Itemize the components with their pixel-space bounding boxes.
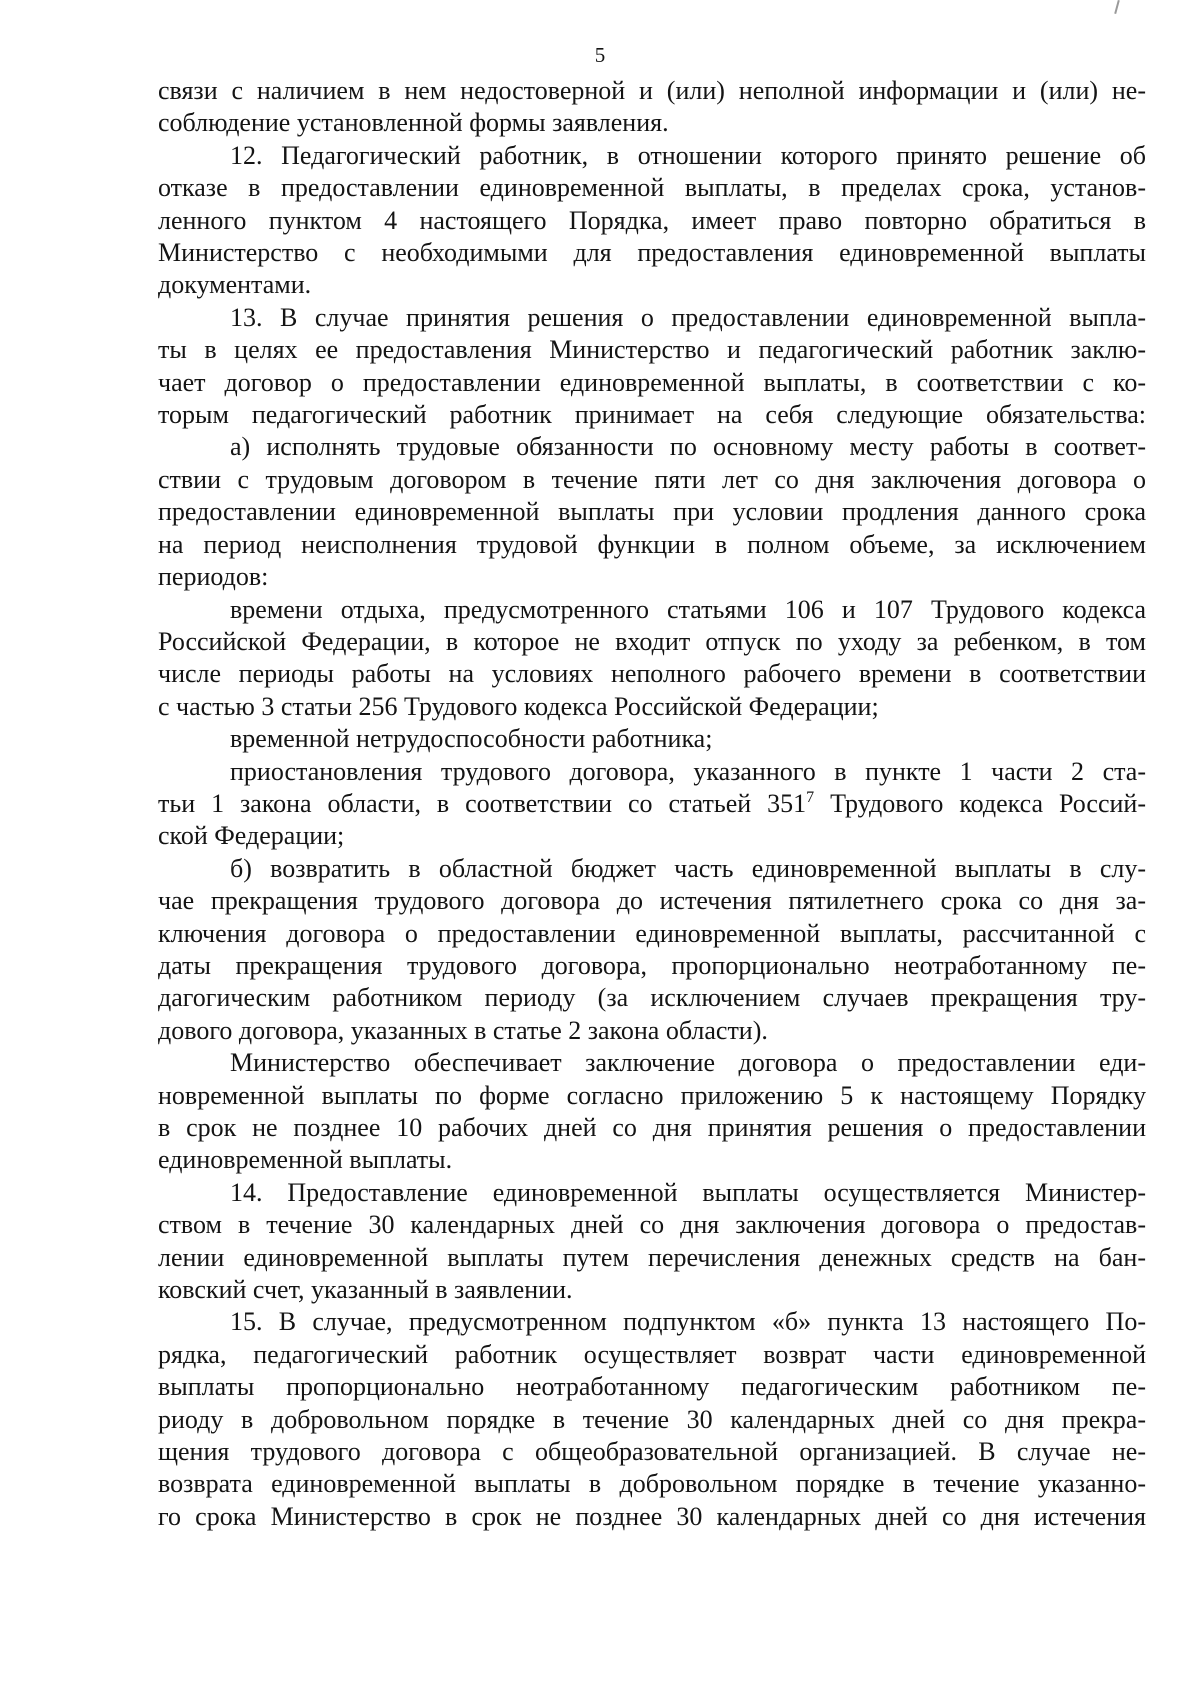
text-line	[158, 788, 1146, 820]
text-line	[158, 1404, 1146, 1436]
text-line-content: даты прекращения трудового договора, пропорционально неотработанному пе-	[158, 950, 1146, 980]
text-line-content: связи с наличием в нем недостоверной и (или) неполной информации и (или) не-	[158, 76, 1146, 105]
text-line-content: рядка, педагогический работник осуществляет возврат части единовременной	[158, 1339, 1146, 1369]
superscript-marker: 7	[806, 788, 815, 806]
scan-artifact-mark	[1114, 0, 1120, 14]
text-line	[158, 302, 1146, 334]
text-line-content: ты в целях ее предоставления Министерство и педагогический работник заклю-	[158, 335, 1146, 365]
text-line-content: ской Федерации;	[158, 821, 345, 851]
text-line	[158, 399, 1146, 431]
text-line	[158, 723, 1146, 755]
text-line-content: а) исполнять трудовые обязанности по основному месту работы в соответ-	[230, 432, 1146, 462]
text-line	[158, 140, 1146, 172]
text-line	[158, 885, 1146, 917]
text-line-content: выплаты пропорционально неотработанному педагогическим работником пе-	[158, 1372, 1146, 1402]
text-line-content: ством в течение 30 календарных дней со дня заключения договора о предостав-	[158, 1210, 1146, 1240]
text-line	[158, 1468, 1146, 1500]
text-line-content: числе периоды работы на условиях неполного рабочего времени в соответствии	[158, 659, 1146, 689]
text-line	[158, 107, 1146, 139]
text-line-content: Российской Федерации, в которое не входит отпуск по уходу за ребенком, в том	[158, 626, 1146, 656]
text-line-content: чает договор о предоставлении единовременной выплаты, в соответствии с ко-	[158, 367, 1146, 397]
text-line-content: документами.	[158, 270, 312, 300]
text-line-content: 15. В случае, предусмотренном подпунктом «б» пункта 13 настоящего По-	[230, 1307, 1146, 1337]
text-line	[158, 594, 1146, 626]
text-line-content: предоставлении единовременной выплаты при условии продления данного срока	[158, 497, 1146, 527]
text-line-content: риоду в добровольном порядке в течение 30 календарных дней со дня прекра-	[158, 1404, 1146, 1434]
text-line-content: возврата единовременной выплаты в добровольном порядке в течение указанно-	[158, 1469, 1146, 1499]
text-line	[158, 1306, 1146, 1338]
text-line	[158, 1047, 1146, 1079]
text-line	[158, 691, 1146, 723]
text-line-content: чае прекращения трудового договора до истечения пятилетнего срока со дня за-	[158, 886, 1146, 916]
text-line-content: ленного пунктом 4 настоящего Порядка, имеет право повторно обратиться в	[158, 205, 1146, 235]
text-line-content: единовременной выплаты.	[158, 1145, 453, 1175]
text-line	[158, 75, 1146, 107]
text-line-content: тьи 1 закона области, в соответствии со статьей 351	[158, 788, 807, 818]
text-line	[158, 950, 1146, 982]
text-line-content: приостановления трудового договора, указанного в пункте 1 части 2 ста-	[230, 756, 1146, 786]
text-line	[158, 1339, 1146, 1371]
text-line-content: го срока Министерство в срок не позднее 30 календарных дней со дня истечения	[158, 1501, 1146, 1531]
text-line-content: лении единовременной выплаты путем перечисления денежных средств на бан-	[158, 1242, 1146, 1272]
text-line	[158, 1177, 1146, 1209]
text-line-content: соблюдение установленной формы заявления.	[158, 108, 669, 138]
text-line-content: временной нетрудоспособности работника;	[230, 724, 713, 754]
text-line-content: Министерство обеспечивает заключение договора о предоставлении еди-	[230, 1048, 1146, 1078]
text-line-content: периодов:	[158, 562, 269, 592]
text-line-content: ключения договора о предоставлении единовременной выплаты, рассчитанной с	[158, 918, 1146, 948]
text-line	[158, 367, 1146, 399]
text-line	[158, 1371, 1146, 1403]
text-line-content: ствии с трудовым договором в течение пяти лет со дня заключения договора о	[158, 464, 1146, 494]
text-line	[158, 626, 1146, 658]
text-line	[158, 982, 1146, 1014]
text-line-content: торым педагогический работник принимает на себя следующие обязательства:	[158, 400, 1146, 430]
text-line	[158, 658, 1146, 690]
text-line-content: 12. Педагогический работник, в отношении которого принято решение об	[230, 140, 1146, 170]
text-line-content: Министерство с необходимыми для предоставления единовременной выплаты	[158, 238, 1146, 268]
text-line	[158, 269, 1146, 301]
text-line-content: на период неисполнения трудовой функции в полном объеме, за исключением	[158, 529, 1146, 559]
text-line-content: дового договора, указанных в статье 2 закона области).	[158, 1015, 768, 1045]
text-line	[158, 1144, 1146, 1176]
text-line-content: новременной выплаты по форме согласно приложению 5 к настоящему Порядку	[158, 1080, 1146, 1110]
text-line	[158, 561, 1146, 593]
text-line	[158, 1501, 1146, 1533]
page-number: 5	[594, 43, 606, 67]
text-line-continuation: Трудового кодекса Россий-	[814, 788, 1146, 818]
text-line	[158, 1112, 1146, 1144]
text-line	[158, 1274, 1146, 1306]
text-line	[158, 237, 1146, 269]
text-line	[158, 1015, 1146, 1047]
text-line	[158, 496, 1146, 528]
text-line	[158, 172, 1146, 204]
text-line	[158, 1209, 1146, 1241]
text-line-content: дагогическим работником периоду (за исключением случаев прекращения тру-	[158, 983, 1146, 1013]
text-line-content: 13. В случае принятия решения о предоставлении единовременной выпла-	[230, 302, 1146, 332]
text-line	[158, 853, 1146, 885]
text-line	[158, 464, 1146, 496]
text-line-content: б) возвратить в областной бюджет часть единовременной выплаты в слу-	[230, 853, 1146, 883]
text-line-content: с частью 3 статьи 256 Трудового кодекса Российской Федерации;	[158, 691, 879, 721]
text-line	[158, 1242, 1146, 1274]
text-line	[158, 205, 1146, 237]
text-line	[158, 529, 1146, 561]
text-line	[158, 1436, 1146, 1468]
text-line-content: 14. Предоставление единовременной выплаты осуществляется Министер-	[230, 1177, 1146, 1207]
text-line	[158, 820, 1146, 852]
text-line	[158, 1080, 1146, 1112]
text-line-content: ковский счет, указанный в заявлении.	[158, 1275, 573, 1305]
text-line-content: в срок не позднее 10 рабочих дней со дня принятия решения о предоставлении	[158, 1113, 1146, 1142]
text-line-content: щения трудового договора с общеобразовательной организацией. В случае не-	[158, 1437, 1146, 1467]
text-line-content: времени отдыха, предусмотренного статьями 106 и 107 Трудового кодекса	[230, 594, 1146, 624]
text-line	[158, 334, 1146, 366]
text-line	[158, 756, 1146, 788]
text-line	[158, 431, 1146, 463]
text-line-content: отказе в предоставлении единовременной выплаты, в пределах срока, установ-	[158, 173, 1146, 203]
text-line	[158, 918, 1146, 950]
document-body	[158, 75, 1146, 1533]
